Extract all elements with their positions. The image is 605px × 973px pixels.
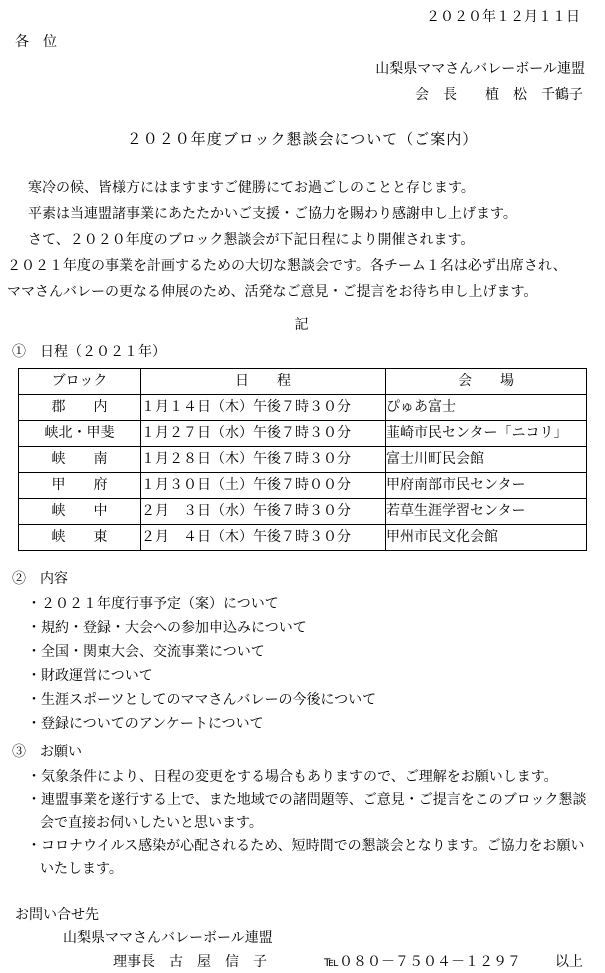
table-row	[19, 499, 587, 525]
request-item-line: ・気象条件により、日程の変更をする場合もありますので、ご理解をお願いします。	[27, 770, 558, 785]
date-cell: ２月 ３日（水）午後７時３０分	[141, 499, 386, 525]
record-marker: 記	[294, 318, 311, 333]
section1-heading: ① 日程（２０２１年）	[12, 345, 166, 360]
request-item-line: ・コロナウイルス感染が心配されるため、短時間での懇談会となります。ご協力をお願い	[27, 839, 585, 854]
schedule-table	[18, 368, 587, 551]
date-cell: １月２７日（水）午後７時３０分	[141, 421, 386, 447]
block-cell: 甲 府	[19, 473, 141, 499]
request-item-line: 会で直接お伺いしたいと思います。	[40, 816, 263, 831]
table-row	[19, 395, 587, 421]
venue-cell: 甲府南部市民センター	[386, 473, 587, 499]
greeting-line: さて、２０２０年度のブロック懇談会が下記日程により開催されます。	[28, 233, 475, 248]
venue-cell: 若草生涯学習センター	[386, 499, 587, 525]
greeting-line: 寒冷の候、皆様方にはますますご健勝にてお過ごしのことと存じます。	[28, 181, 475, 196]
venue-cell: 甲州市民文化会館	[386, 525, 587, 551]
table-row	[19, 473, 587, 499]
block-cell: 峡 東	[19, 525, 141, 551]
contact-role: 理事長	[113, 955, 155, 970]
contact-label: お問い合せ先	[15, 908, 99, 923]
greeting-paragraph	[7, 176, 597, 306]
contact-section	[0, 906, 605, 973]
header-date: 日 程	[141, 369, 386, 395]
contact-person-line	[113, 953, 605, 973]
section3-heading: ③ お願い	[12, 745, 82, 760]
block-cell: 郡 内	[19, 395, 141, 421]
venue-cell: ぴゅあ富士	[386, 395, 587, 421]
greeting-line: ママさんバレーの更なる伸展のため、活発なご意見・ご提言をお待ち申し上げます。	[7, 285, 538, 300]
greeting-line: ２０２１年度の事業を計画するための大切な懇談会です。各チーム１名は必ず出席され、	[7, 259, 567, 274]
requests-list	[27, 766, 605, 881]
table-row	[19, 525, 587, 551]
block-cell: 峡 中	[19, 499, 141, 525]
content-item: ・２０２１年度行事予定（案）について	[27, 597, 279, 612]
header-block: ブロック	[19, 369, 141, 395]
contact-name: 古 屋 信 子	[169, 955, 267, 970]
contact-organization: 山梨県ママさんバレーボール連盟	[63, 931, 273, 946]
president-line: 会 長 植 松 千鶴子	[415, 88, 583, 103]
request-item-line: ・連盟事業を遂行する上で、また地域での諸問題等、ご意見・ご提言をこのブロック懇談	[27, 793, 587, 808]
date-cell: １月２８日（木）午後７時３０分	[141, 447, 386, 473]
content-item: ・全国・関東大会、交流事業について	[27, 645, 265, 660]
date-cell: ２月 ４日（木）午後７時３０分	[141, 525, 386, 551]
table-row	[19, 447, 587, 473]
request-item-line: いたします。	[40, 862, 123, 877]
header-venue: 会 場	[386, 369, 587, 395]
date-cell: １月３０日（土）午後７時００分	[141, 473, 386, 499]
section2-heading: ② 内容	[12, 572, 68, 587]
block-cell: 峡北・甲斐	[19, 421, 141, 447]
block-cell: 峡 南	[19, 447, 141, 473]
recipient: 各 位	[15, 35, 57, 50]
organization-name: 山梨県ママさんバレーボール連盟	[375, 62, 585, 77]
venue-cell: 韮崎市民センター「ニコリ」	[386, 421, 587, 447]
date-line: ２０２０年１２月１１日	[426, 10, 580, 25]
closing-text: 以上	[555, 955, 584, 970]
contents-list	[27, 593, 605, 737]
table-row	[19, 421, 587, 447]
content-item: ・生涯スポーツとしてのママさんバレーの今後について	[27, 693, 377, 708]
document-title: ２０２０年度ブロック懇談会について（ご案内）	[126, 132, 479, 148]
contact-tel: ℡０８０－７５０４－１２９７	[324, 955, 522, 970]
greeting-line: 平素は当連盟諸事業にあたたかいご支援・ご協力を賜わり感謝申し上げます。	[28, 207, 517, 222]
table-header-row	[19, 369, 587, 395]
content-item: ・登録についてのアンケートについて	[27, 717, 264, 732]
content-item: ・規約・登録・大会への参加申込みについて	[27, 621, 307, 636]
content-item: ・財政運営について	[27, 669, 153, 684]
venue-cell: 富士川町民会館	[386, 447, 587, 473]
date-cell: １月１４日（木）午後７時３０分	[141, 395, 386, 421]
